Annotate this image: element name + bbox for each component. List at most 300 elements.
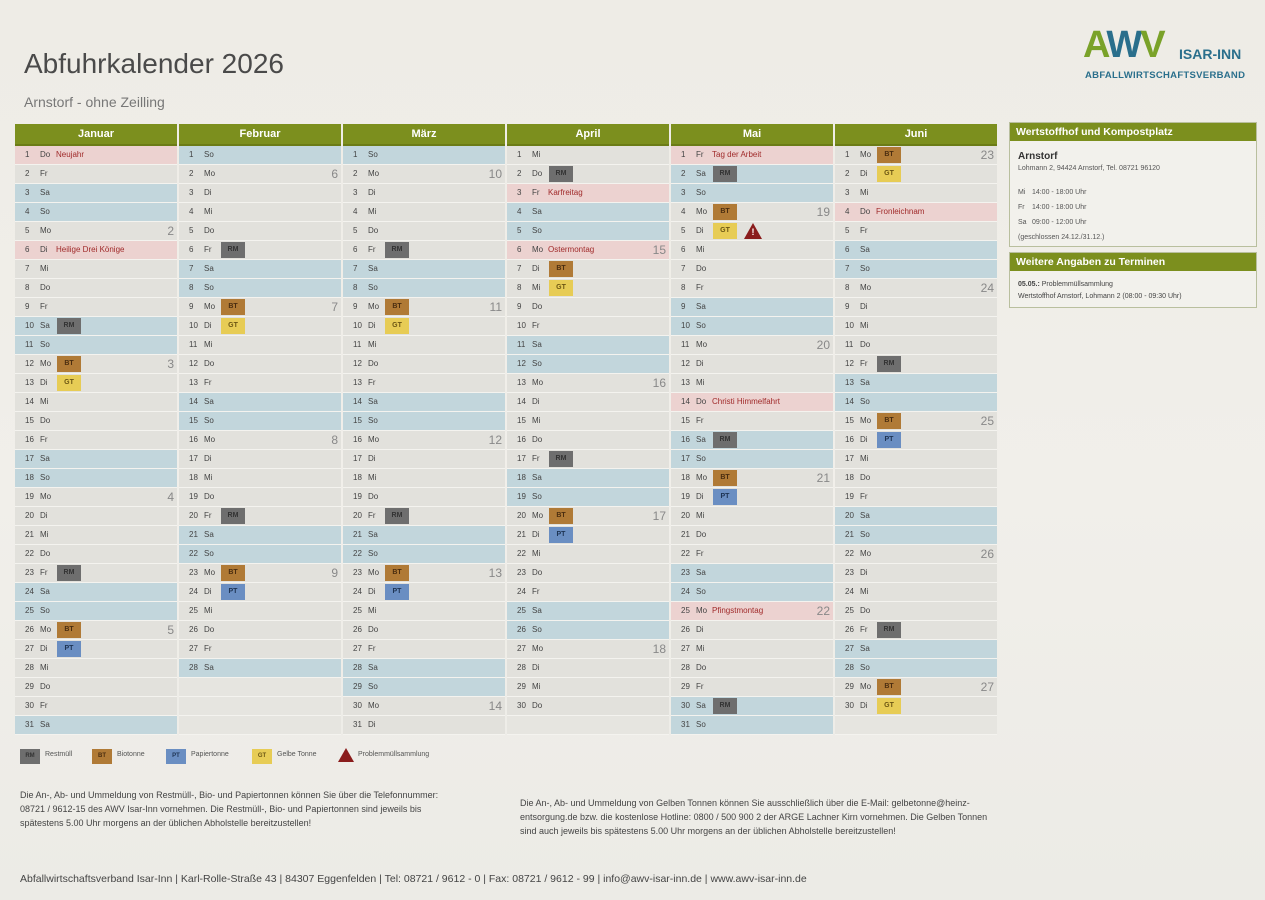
day-number: 16 — [25, 435, 34, 444]
day-row — [15, 507, 177, 526]
day-number: 7 — [681, 264, 686, 273]
day-row — [507, 241, 669, 260]
wertstoffhof-hours — [1018, 185, 1104, 245]
weekday: So — [696, 454, 706, 463]
weekday: Fr — [40, 435, 48, 444]
rm-pickup-badge: RM — [713, 166, 737, 182]
day-row — [835, 317, 997, 336]
weekday: Fr — [860, 359, 868, 368]
month-header: April — [507, 124, 669, 146]
weekday: Mi — [40, 397, 49, 406]
weekday: Do — [40, 416, 51, 425]
day-number: 10 — [845, 321, 854, 330]
day-number: 2 — [353, 169, 358, 178]
day-number: 1 — [681, 150, 686, 159]
weekday: Di — [204, 454, 212, 463]
day-row — [15, 469, 177, 488]
day-row — [507, 336, 669, 355]
day-number: 25 — [353, 606, 362, 615]
weekday: So — [532, 625, 542, 634]
weekday: Di — [532, 663, 540, 672]
weekday: Mo — [532, 378, 544, 387]
day-row — [15, 678, 177, 697]
weekday: Mo — [368, 568, 380, 577]
month-column — [343, 124, 505, 735]
day-number: 30 — [353, 701, 362, 710]
weekday: Mo — [204, 169, 216, 178]
day-number: 10 — [25, 321, 34, 330]
weekday: Mi — [204, 340, 213, 349]
legend-swatch: RM — [20, 749, 40, 764]
bt-pickup-badge: BT — [877, 147, 901, 163]
weekday: Sa — [860, 644, 870, 653]
day-row — [835, 412, 997, 431]
weekday: Mi — [40, 264, 49, 273]
bt-pickup-badge: BT — [713, 470, 737, 486]
day-row — [835, 469, 997, 488]
day-row — [835, 621, 997, 640]
day-row — [15, 640, 177, 659]
weekday: Di — [860, 435, 868, 444]
day-number: 21 — [681, 530, 690, 539]
weekday: Sa — [860, 511, 870, 520]
day-row — [15, 298, 177, 317]
day-row — [671, 374, 833, 393]
day-row — [507, 355, 669, 374]
weekday: Do — [204, 359, 215, 368]
holiday-name: Heilige Drei Könige — [56, 245, 125, 254]
day-row — [507, 412, 669, 431]
day-row — [671, 450, 833, 469]
weekday: Do — [860, 473, 871, 482]
day-number: 13 — [517, 378, 526, 387]
weekday: So — [860, 264, 870, 273]
weekday: Do — [40, 682, 51, 691]
day-number: 2 — [517, 169, 522, 178]
day-number: 11 — [517, 340, 526, 349]
day-row — [507, 393, 669, 412]
day-number: 10 — [681, 321, 690, 330]
day-number: 5 — [353, 226, 358, 235]
bt-pickup-badge: BT — [877, 413, 901, 429]
bt-pickup-badge: BT — [57, 356, 81, 372]
day-number: 24 — [517, 587, 526, 596]
day-number: 25 — [25, 606, 34, 615]
weekday: Di — [860, 169, 868, 178]
day-number: 15 — [681, 416, 690, 425]
weekday: Mi — [204, 606, 213, 615]
day-row — [15, 545, 177, 564]
weekday: Do — [696, 663, 707, 672]
day-row — [343, 507, 505, 526]
weekday: Sa — [368, 530, 378, 539]
day-row — [835, 583, 997, 602]
termine-heading: Weitere Angaben zu Terminen — [1010, 253, 1256, 271]
pt-pickup-badge: PT — [713, 489, 737, 505]
weekday: Do — [696, 530, 707, 539]
closed-note: (geschlossen 24.12./31.12.) — [1018, 234, 1105, 241]
day-row — [343, 678, 505, 697]
day-number: 13 — [845, 378, 854, 387]
day-row — [343, 260, 505, 279]
day-row — [179, 564, 341, 583]
weekday: Mo — [40, 359, 52, 368]
day-number: 31 — [25, 720, 34, 729]
weekday: Mi — [204, 473, 213, 482]
day-row — [15, 697, 177, 716]
weekday: Sa — [696, 435, 706, 444]
day-row — [835, 203, 997, 222]
weekday: Mi — [368, 207, 377, 216]
day-number: 14 — [681, 397, 690, 406]
day-number: 2 — [25, 169, 30, 178]
day-number: 6 — [681, 245, 686, 254]
day-row — [179, 203, 341, 222]
day-row — [507, 260, 669, 279]
bt-pickup-badge: BT — [877, 679, 901, 695]
day-number: 18 — [845, 473, 854, 482]
weekday: Do — [40, 150, 51, 159]
weekday: Sa — [696, 568, 706, 577]
weekday: Sa — [40, 587, 50, 596]
day-row — [835, 298, 997, 317]
day-row — [671, 697, 833, 716]
holiday-name: Pfingstmontag — [712, 606, 764, 615]
day-row — [179, 336, 341, 355]
day-number: 15 — [845, 416, 854, 425]
day-number: 2 — [681, 169, 686, 178]
day-row — [671, 279, 833, 298]
day-row — [343, 545, 505, 564]
day-number: 4 — [189, 207, 194, 216]
day-row — [179, 431, 341, 450]
weekday: Do — [860, 207, 871, 216]
day-row — [343, 450, 505, 469]
weekday: Di — [204, 587, 212, 596]
day-row — [671, 146, 833, 165]
weekday: Sa — [696, 169, 706, 178]
week-number: 3 — [167, 357, 174, 371]
day-number: 28 — [681, 663, 690, 672]
weekday: Fr — [532, 188, 540, 197]
day-number: 24 — [845, 587, 854, 596]
day-row — [507, 298, 669, 317]
day-row — [507, 488, 669, 507]
day-number: 29 — [517, 682, 526, 691]
week-number: 21 — [816, 471, 830, 485]
day-row — [179, 146, 341, 165]
legend-swatch: GT — [252, 749, 272, 764]
weekday: So — [696, 321, 706, 330]
rm-pickup-badge: RM — [877, 622, 901, 638]
weekday: Fr — [696, 150, 704, 159]
day-row — [343, 564, 505, 583]
weekday: So — [696, 587, 706, 596]
day-row — [15, 526, 177, 545]
week-number: 10 — [488, 167, 502, 181]
weekday: Mi — [860, 188, 869, 197]
day-row — [343, 241, 505, 260]
weekday: Sa — [204, 264, 214, 273]
day-number: 16 — [845, 435, 854, 444]
day-row — [343, 146, 505, 165]
weekday: Fr — [696, 283, 704, 292]
calendar-grid — [15, 124, 1000, 748]
empty-day-row — [179, 697, 341, 716]
weekday: Fr — [860, 625, 868, 634]
weekday: Do — [368, 359, 379, 368]
day-row — [507, 602, 669, 621]
weekday: Mi — [532, 416, 541, 425]
day-number: 4 — [25, 207, 30, 216]
day-row — [15, 165, 177, 184]
weekday: Sa — [532, 606, 542, 615]
holiday-name: Christi Himmelfahrt — [712, 397, 781, 406]
day-row — [179, 165, 341, 184]
weekday: So — [368, 549, 378, 558]
bt-pickup-badge: BT — [221, 299, 245, 315]
weekday: Do — [204, 226, 215, 235]
hours-row: Sa 09:00 - 12:00 Uhr — [1018, 219, 1087, 226]
day-number: 28 — [517, 663, 526, 672]
day-number: 18 — [25, 473, 34, 482]
week-number: 5 — [167, 623, 174, 637]
logo-letters: AWV — [1083, 24, 1164, 66]
gt-pickup-badge: GT — [713, 223, 737, 239]
month-column — [179, 124, 341, 735]
rm-pickup-badge: RM — [549, 166, 573, 182]
weekday: Sa — [696, 302, 706, 311]
day-number: 29 — [681, 682, 690, 691]
weekday: So — [40, 473, 50, 482]
month-header: Mai — [671, 124, 833, 146]
day-row — [343, 583, 505, 602]
day-row — [343, 621, 505, 640]
day-row — [507, 146, 669, 165]
week-number: 9 — [331, 566, 338, 580]
day-number: 6 — [25, 245, 30, 254]
day-number: 16 — [681, 435, 690, 444]
weekday: Di — [860, 568, 868, 577]
day-number: 29 — [25, 682, 34, 691]
weekday: Do — [204, 625, 215, 634]
day-row — [507, 469, 669, 488]
rm-pickup-badge: RM — [57, 565, 81, 581]
day-number: 9 — [353, 302, 358, 311]
day-number: 9 — [517, 302, 522, 311]
weekday: Di — [40, 378, 48, 387]
day-row — [343, 222, 505, 241]
day-number: 2 — [845, 169, 850, 178]
wertstoffhof-address: Lohmann 2, 94424 Arnstorf, Tel. 08721 96120 — [1018, 165, 1160, 172]
day-number: 6 — [517, 245, 522, 254]
day-number: 9 — [845, 302, 850, 311]
day-row — [835, 488, 997, 507]
day-number: 28 — [353, 663, 362, 672]
weekday: Fr — [40, 302, 48, 311]
weekday: Di — [204, 321, 212, 330]
day-number: 8 — [681, 283, 686, 292]
month-column — [15, 124, 177, 735]
day-row — [179, 507, 341, 526]
day-number: 11 — [845, 340, 854, 349]
weekday: Sa — [368, 397, 378, 406]
day-row — [507, 222, 669, 241]
page-subtitle: Arnstorf - ohne Zeilling — [24, 94, 165, 110]
empty-day-row — [507, 716, 669, 735]
weekday: Mo — [696, 606, 708, 615]
empty-day-row — [835, 716, 997, 735]
day-row — [343, 165, 505, 184]
day-number: 5 — [517, 226, 522, 235]
pt-pickup-badge: PT — [385, 584, 409, 600]
day-row — [343, 374, 505, 393]
weekday: Mi — [368, 473, 377, 482]
logo-isar-inn: ISAR-INN — [1179, 46, 1242, 62]
weekday: Do — [368, 625, 379, 634]
day-number: 27 — [25, 644, 34, 653]
day-row — [15, 336, 177, 355]
weekday: So — [860, 663, 870, 672]
day-number: 30 — [25, 701, 34, 710]
weekday: Mi — [204, 207, 213, 216]
week-number: 26 — [980, 547, 994, 561]
month-column — [671, 124, 833, 735]
weekday: Sa — [368, 663, 378, 672]
weekday: Sa — [532, 207, 542, 216]
day-number: 4 — [845, 207, 850, 216]
day-number: 14 — [845, 397, 854, 406]
day-number: 17 — [25, 454, 34, 463]
day-number: 10 — [353, 321, 362, 330]
day-row — [507, 450, 669, 469]
weekday: Mi — [40, 663, 49, 672]
weekday: Sa — [40, 454, 50, 463]
weekday: So — [860, 397, 870, 406]
day-row — [671, 203, 833, 222]
weekday: Di — [368, 454, 376, 463]
day-row — [179, 374, 341, 393]
pt-pickup-badge: PT — [877, 432, 901, 448]
weekday: Di — [860, 302, 868, 311]
day-number: 14 — [517, 397, 526, 406]
day-row — [179, 640, 341, 659]
day-number: 13 — [25, 378, 34, 387]
holiday-name: Tag der Arbeit — [712, 150, 762, 159]
day-row — [671, 640, 833, 659]
weekday: Mo — [532, 511, 544, 520]
day-number: 20 — [845, 511, 854, 520]
weekday: Di — [368, 188, 376, 197]
day-row — [671, 317, 833, 336]
day-row — [835, 564, 997, 583]
day-number: 17 — [845, 454, 854, 463]
weekday: Sa — [696, 701, 706, 710]
day-row — [835, 260, 997, 279]
day-number: 11 — [681, 340, 690, 349]
gt-pickup-badge: GT — [877, 698, 901, 714]
day-number: 24 — [25, 587, 34, 596]
day-row — [671, 621, 833, 640]
day-row — [179, 279, 341, 298]
week-number: 20 — [816, 338, 830, 352]
day-number: 4 — [517, 207, 522, 216]
day-row — [507, 431, 669, 450]
day-number: 2 — [189, 169, 194, 178]
weekday: Mi — [860, 454, 869, 463]
day-number: 22 — [845, 549, 854, 558]
weekday: So — [204, 549, 214, 558]
weekday: Sa — [860, 245, 870, 254]
day-number: 16 — [517, 435, 526, 444]
day-number: 5 — [189, 226, 194, 235]
day-row — [835, 165, 997, 184]
day-number: 26 — [681, 625, 690, 634]
day-number: 30 — [517, 701, 526, 710]
wertstoffhof-box — [1009, 122, 1257, 247]
day-row — [15, 146, 177, 165]
day-number: 22 — [517, 549, 526, 558]
rm-pickup-badge: RM — [713, 698, 737, 714]
day-number: 27 — [517, 644, 526, 653]
day-row — [671, 564, 833, 583]
day-number: 23 — [517, 568, 526, 577]
day-row — [671, 298, 833, 317]
week-number: 11 — [489, 300, 502, 314]
day-row — [671, 659, 833, 678]
day-row — [15, 450, 177, 469]
weekday: Sa — [532, 473, 542, 482]
day-number: 24 — [681, 587, 690, 596]
awv-logo — [1083, 24, 1246, 88]
day-row — [343, 488, 505, 507]
rm-pickup-badge: RM — [221, 508, 245, 524]
holiday-name: Fronleichnam — [876, 207, 925, 216]
day-row — [179, 545, 341, 564]
day-number: 26 — [189, 625, 198, 634]
weekday: So — [368, 416, 378, 425]
day-row — [835, 146, 997, 165]
day-number: 1 — [517, 150, 522, 159]
day-number: 6 — [189, 245, 194, 254]
day-row — [343, 526, 505, 545]
day-number: 25 — [681, 606, 690, 615]
day-number: 19 — [353, 492, 362, 501]
week-number: 2 — [167, 224, 174, 238]
weekday: Fr — [204, 378, 212, 387]
day-number: 11 — [25, 340, 34, 349]
day-row — [343, 298, 505, 317]
weekday: So — [368, 283, 378, 292]
week-number: 7 — [331, 300, 338, 314]
day-row — [343, 659, 505, 678]
weekday: Sa — [40, 321, 50, 330]
day-number: 1 — [845, 150, 850, 159]
day-number: 22 — [353, 549, 362, 558]
day-row — [671, 431, 833, 450]
day-number: 1 — [25, 150, 30, 159]
day-number: 20 — [25, 511, 34, 520]
week-number: 22 — [816, 604, 830, 618]
day-row — [671, 336, 833, 355]
weekday: Di — [696, 359, 704, 368]
rm-pickup-badge: RM — [385, 508, 409, 524]
day-row — [507, 564, 669, 583]
pt-pickup-badge: PT — [221, 584, 245, 600]
month-header: Februar — [179, 124, 341, 146]
weekday: Fr — [860, 226, 868, 235]
day-row — [179, 602, 341, 621]
